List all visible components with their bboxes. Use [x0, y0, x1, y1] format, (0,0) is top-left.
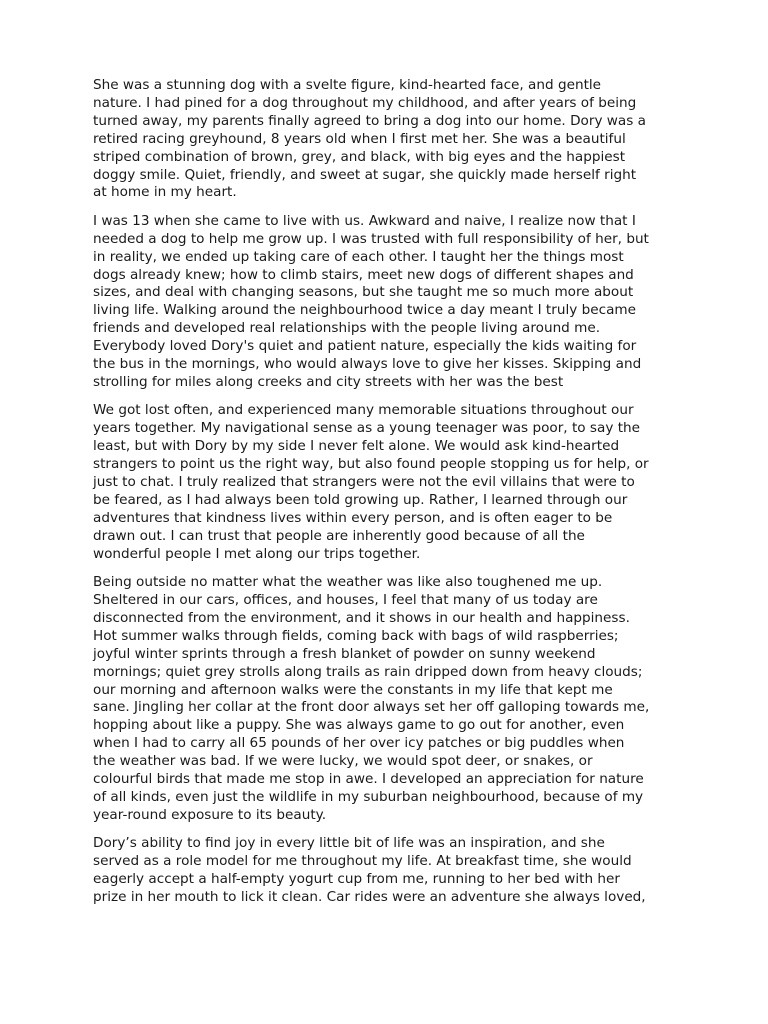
- paragraph-5: Dory’s ability to find joy in every little bit of life was an inspiration, and she served as a role model for me throughout my life. At breakfast time, she would eagerly accept a half-empty yogurt cup from me, running to her bed with her prize in her mouth to lick it clean. Car rides were an adventure she always loved,: [93, 835, 646, 905]
- paragraph-4: Being outside no matter what the weather was like also toughened me up. Sheltered in our cars, offices, and houses, I feel that many of us today are disconnected from the environment, and it shows in our health and happiness. Hot summer walks through fields, coming back with bags of wild raspberries; joyful winter sprints through a fresh blanket of powder on sunny weekend mornings; quiet grey strolls along trails as rain dripped down from heavy clouds; our morning and afternoon walks were the constants in my life that kept me sane. Jingling her collar at the front door always set her off galloping towards me, hopping about like a puppy. She was always game to go out for another, even when I had to carry all 65 pounds of her over icy patches or big puddles when the weather was bad. If we were lucky, we would spot deer, or snakes, or colourful birds that made me stop in awe. I developed an appreciation for nature of all kinds, even just the wildlife in my suburban neighbourhood, because of my year-round exposure to its beauty.: [93, 574, 650, 823]
- paragraph-3: We got lost often, and experienced many memorable situations throughout our years together. My navigational sense as a young teenager was poor, to say the least, but with Dory by my side I never felt alone. We would ask kind-hearted strangers to point us the right way, but also found people stopping us for help, or just to chat. I truly realized that strangers were not the evil villains that were to be feared, as I had always been told growing up. Rather, I learned through our adventures that kindness lives within every person, and is often eager to be drawn out. I can trust that people are inherently good because of all the wonderful people I met along our trips together.: [93, 402, 649, 562]
- essay-body: [93, 77, 693, 917]
- paragraph-2: I was 13 when she came to live with us. Awkward and naive, I realize now that I needed a dog to help me grow up. I was trusted with full responsibility of her, but in reality, we ended up taking care of each other. I taught her the things most dogs already knew; how to climb stairs, meet new dogs of different shapes and sizes, and deal with changing seasons, but she taught me so much more about living life. Walking around the neighbourhood twice a day meant I truly became friends and developed real relationships with the people living around me. Everybody loved Dory's quiet and patient nature, especially the kids waiting for the bus in the mornings, who would always love to give her kisses. Skipping and strolling for miles along creeks and city streets with her was the best: [93, 212, 649, 390]
- paragraph-1: She was a stunning dog with a svelte figure, kind-hearted face, and gentle nature. I had pined for a dog throughout my childhood, and after years of being turned away, my parents finally agreed to bring a dog into our home. Dory was a retired racing greyhound, 8 years old when I first met her. She was a beautiful striped combination of brown, grey, and black, with big eyes and the happiest doggy smile. Quiet, friendly, and sweet at sugar, she quickly made herself right at home in my heart.: [93, 77, 646, 201]
